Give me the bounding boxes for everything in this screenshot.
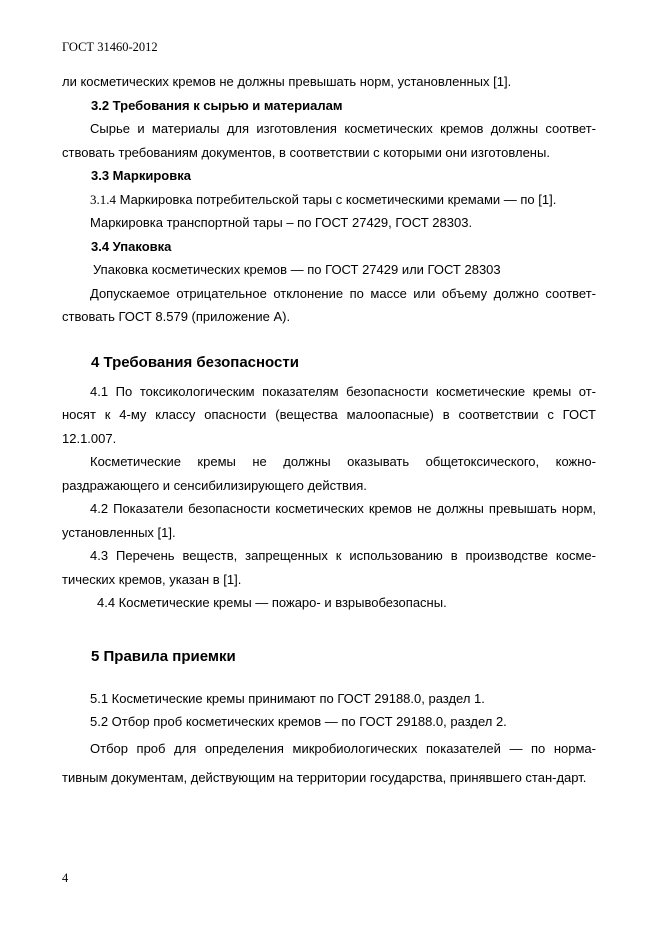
- subsection-3-4-title: 3.4 Упаковка: [91, 238, 172, 254]
- clause-text: Маркировка потребительской тары с косметическими кремами — по [1].: [116, 191, 557, 207]
- paragraph-3-3-1: [62, 188, 596, 212]
- paragraph-3-2-1: Сырье и материалы для изготовления косметических кремов должны соответ-ствовать требованиям документов, в соответствии с которыми они изготовлены.: [62, 121, 596, 160]
- paragraph-3-3-2: Маркировка транспортной тары – по ГОСТ 27429, ГОСТ 28303.: [90, 215, 473, 230]
- section-4-title: 4 Требования безопасности: [91, 353, 299, 371]
- paragraph-4-3: 4.3 Перечень веществ, запрещенных к использованию в производстве косме-тических кремов, указан в [1].: [62, 548, 596, 587]
- paragraph-5-2: 5.2 Отбор проб косметических кремов — по ГОСТ 29188.0, раздел 2.: [90, 714, 507, 729]
- document-body: [62, 70, 596, 792]
- subsection-3-2-title: 3.2 Требования к сырью и материалам: [91, 97, 343, 113]
- paragraph-3-4-1: Упаковка косметических кремов — по ГОСТ 27429 или ГОСТ 28303: [93, 262, 501, 277]
- paragraph-4-2: 4.2 Показатели безопасности косметических кремов не должны превышать норм, установленных [1].: [62, 501, 596, 540]
- paragraph-4-1: 4.1 По токсикологическим показателям безопасности косметические кремы от-носят к 4-му классу опасности (вещества малоопасные) в соответствии с ГОСТ 12.1.007.: [62, 383, 596, 446]
- continuation-paragraph: ли косметических кремов не должны превышать норм, установленных [1].: [62, 74, 512, 89]
- subsection-3-3-title: 3.3 Маркировка: [91, 168, 191, 183]
- paragraph-4-4: 4.4 Косметические кремы — пожаро- и взрывобезопасны.: [97, 595, 447, 610]
- document-header: ГОСТ 31460-2012: [62, 40, 158, 54]
- page-number: 4: [62, 871, 69, 885]
- paragraph-4-1-2: Косметические кремы не должны оказывать общетоксического, кожно-раздражающего и сенсибилизирующего действия.: [62, 454, 596, 493]
- section-5-title: 5 Правила приемки: [91, 647, 236, 665]
- paragraph-5-2-2: Отбор проб для определения микробиологических показателей — по норма-тивным документам, действующим на территории государства, принявшего стан-дарт.: [62, 740, 596, 785]
- clause-number: 3.1.4: [90, 191, 116, 207]
- paragraph-3-4-2: Допускаемое отрицательное отклонение по массе или объему должно соответ-ствовать ГОСТ 8.579 (приложение А).: [62, 285, 596, 324]
- paragraph-5-1: 5.1 Косметические кремы принимают по ГОСТ 29188.0, раздел 1.: [90, 690, 485, 706]
